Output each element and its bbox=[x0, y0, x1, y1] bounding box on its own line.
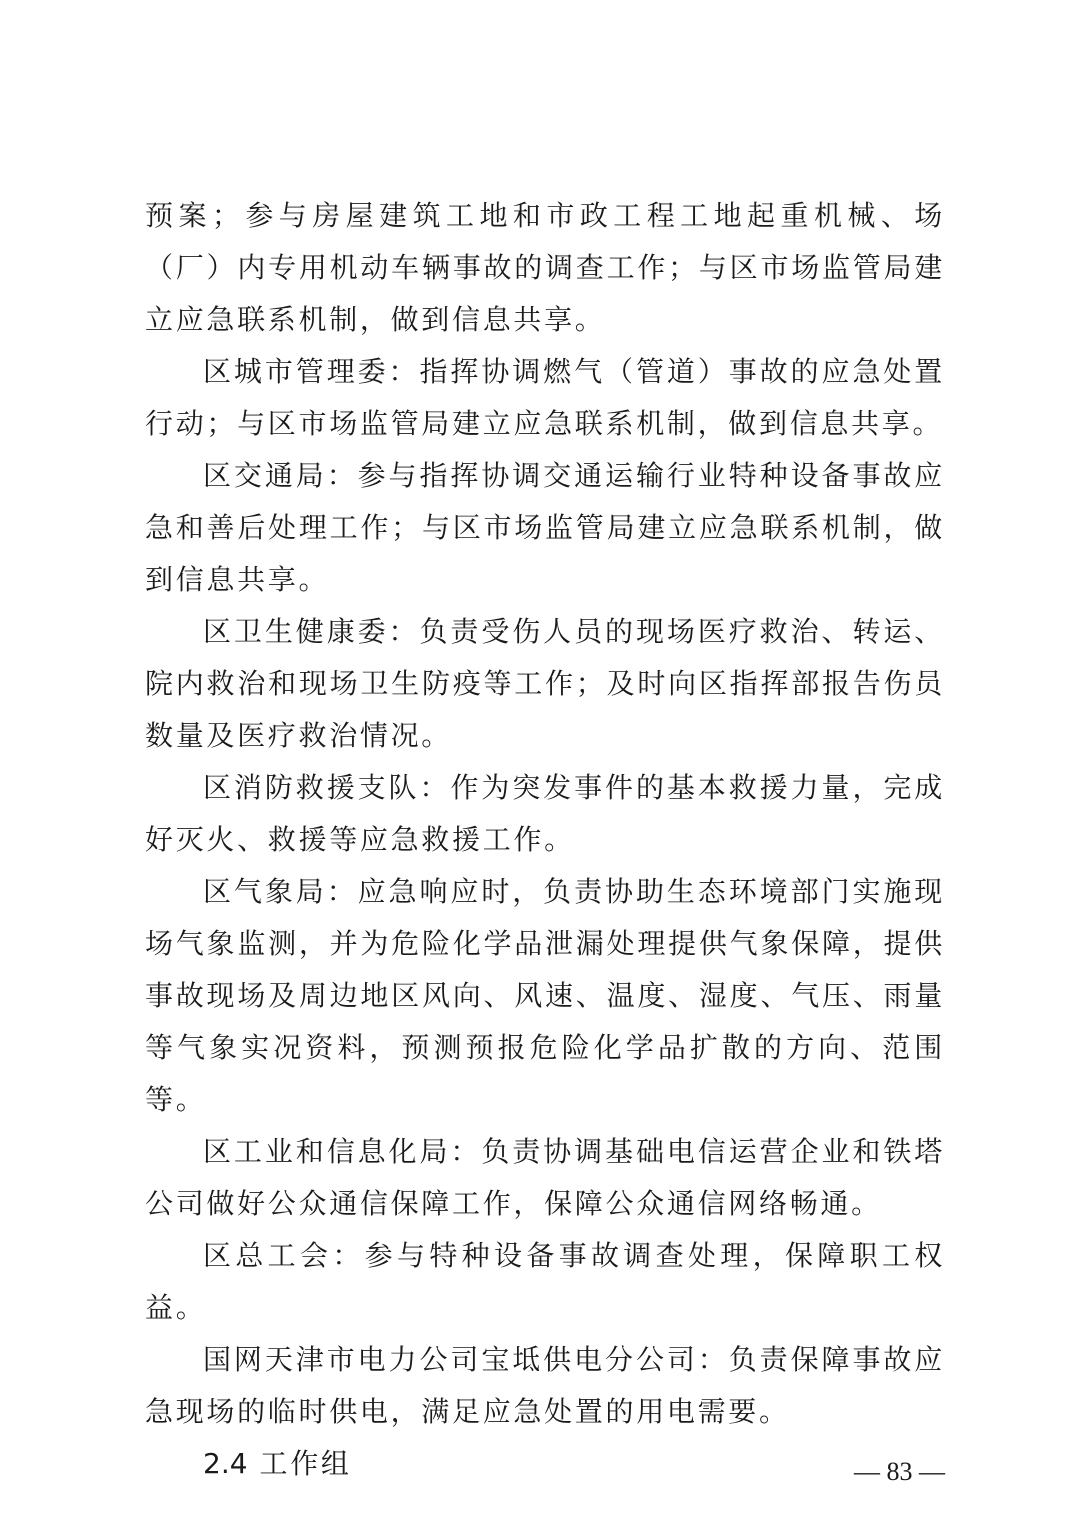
section-title: 工作组 bbox=[259, 1447, 352, 1480]
paragraph-meteorology-bureau: 区气象局：应急响应时，负责协助生态环境部门实施现场气象监测，并为危险化学品泄漏处理提供气象保障，提供事故现场及周边地区风向、风速、温度、湿度、气压、雨量等气象实况资料，预测预报危险化学品扩散的方向、范围等。 bbox=[145, 875, 945, 1116]
paragraph-health-commission: 区卫生健康委：负责受伤人员的现场医疗救治、转运、院内救治和现场卫生防疫等工作；及时向区指挥部报告伤员数量及医疗救治情况。 bbox=[145, 615, 945, 752]
paragraph-transport-bureau: 区交通局：参与指挥协调交通运输行业特种设备事故应急和善后处理工作；与区市场监管局建立应急联系机制，做到信息共享。 bbox=[145, 459, 945, 596]
paragraph-industry-information: 区工业和信息化局：负责协调基础电信运营企业和铁塔公司做好公众通信保障工作，保障公众通信网络畅通。 bbox=[145, 1135, 945, 1220]
page-number: — 83 — bbox=[854, 1457, 945, 1486]
document-body bbox=[145, 190, 945, 1490]
paragraph-fire-rescue: 区消防救援支队：作为突发事件的基本救援力量，完成好灭火、救援等应急救援工作。 bbox=[145, 771, 945, 856]
paragraph-power-company: 国网天津市电力公司宝坻供电分公司：负责保障事故应急现场的临时供电，满足应急处置的用电需要。 bbox=[145, 1343, 945, 1428]
paragraph-housing-construction: 预案；参与房屋建筑工地和市政工程工地起重机械、场（厂）内专用机动车辆事故的调查工作；与区市场监管局建立应急联系机制，做到信息共享。 bbox=[145, 199, 945, 336]
section-number: 2.4 bbox=[203, 1447, 248, 1480]
paragraph-trade-union: 区总工会：参与特种设备事故调查处理，保障职工权益。 bbox=[145, 1239, 945, 1324]
paragraph-city-management: 区城市管理委：指挥协调燃气（管道）事故的应急处置行动；与区市场监管局建立应急联系机制，做到信息共享。 bbox=[145, 355, 945, 440]
